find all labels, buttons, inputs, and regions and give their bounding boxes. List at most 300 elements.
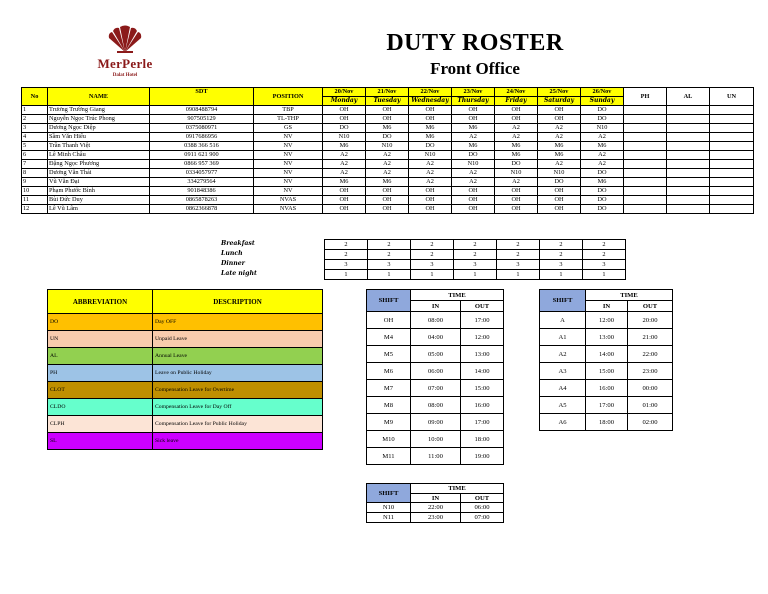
meal-count: 3	[583, 260, 626, 270]
abbr-code: CLPH	[48, 416, 153, 433]
shift-cell: OH	[323, 106, 366, 115]
leave-cell	[624, 205, 667, 214]
shift-cell: M6	[366, 124, 409, 133]
staff-position: NVAS	[254, 205, 323, 214]
row-no: 3	[22, 124, 48, 133]
header-date: 23/Nov	[452, 88, 495, 97]
shift-in: 18:00	[586, 414, 628, 431]
row-no: 6	[22, 151, 48, 160]
row-no: 5	[22, 142, 48, 151]
header-name: NAME	[48, 88, 150, 106]
shift-cell: M6	[323, 142, 366, 151]
meal-count: 1	[497, 270, 540, 280]
shift-in: 16:00	[586, 380, 628, 397]
shift-out: 13:00	[461, 346, 504, 363]
staff-phone: 0862366878	[150, 205, 254, 214]
abbr-description: Annual Leave	[153, 348, 323, 365]
staff-name: Phạm Phước Bình	[48, 187, 150, 196]
leave-cell	[624, 124, 667, 133]
shift-cell: OH	[323, 115, 366, 124]
shift-row	[367, 503, 504, 513]
leave-cell	[667, 151, 710, 160]
row-no: 11	[22, 196, 48, 205]
shift-cell: OH	[409, 205, 452, 214]
abbr-code: UN	[48, 331, 153, 348]
abbr-description: Unpaid Leave	[153, 331, 323, 348]
leave-cell	[710, 151, 754, 160]
row-no: 4	[22, 133, 48, 142]
leave-cell	[624, 151, 667, 160]
shift-in: 22:00	[411, 503, 461, 513]
row-no: 8	[22, 169, 48, 178]
header-day: Wednesday	[409, 97, 452, 106]
row-no: 12	[22, 205, 48, 214]
shift-code: M8	[367, 397, 411, 414]
shift-row	[367, 431, 504, 448]
shift-cell: A2	[581, 160, 624, 169]
page-subtitle: Front Office	[430, 59, 520, 78]
row-no: 7	[22, 160, 48, 169]
meal-count: 2	[325, 250, 368, 260]
shift-in: 14:00	[586, 346, 628, 363]
staff-name: Đặng Ngọc Phương	[48, 160, 150, 169]
desc-header: DESCRIPTION	[153, 290, 323, 314]
staff-position: NV	[254, 142, 323, 151]
shift-row	[367, 513, 504, 523]
meal-count: 2	[325, 240, 368, 250]
abbr-description: Leave on Public Holiday	[153, 365, 323, 382]
meal-label-breakfast: Breakfast	[221, 240, 255, 247]
meal-labels	[221, 239, 257, 279]
leave-cell	[710, 169, 754, 178]
shift-cell: OH	[323, 196, 366, 205]
shift-out: 07:00	[461, 513, 504, 523]
shift-table-afternoon	[539, 289, 673, 431]
shift-cell: A2	[452, 169, 495, 178]
header-ph: PH	[624, 88, 667, 106]
shift-out: 18:00	[461, 431, 504, 448]
shift-row	[367, 329, 504, 346]
leave-cell	[710, 205, 754, 214]
time-header: TIME	[411, 290, 504, 301]
shift-cell: DO	[409, 142, 452, 151]
shift-cell: N10	[538, 169, 581, 178]
abbr-code: PH	[48, 365, 153, 382]
roster-row	[22, 205, 754, 214]
row-no: 9	[22, 178, 48, 187]
leave-cell	[710, 160, 754, 169]
header-al: AL	[667, 88, 710, 106]
shift-cell: DO	[538, 178, 581, 187]
shift-cell: N10	[495, 169, 538, 178]
shift-row	[367, 414, 504, 431]
shift-cell: M6	[366, 178, 409, 187]
shift-cell: M6	[581, 178, 624, 187]
shift-cell: DO	[581, 169, 624, 178]
shift-code: A3	[540, 363, 586, 380]
shift-cell: OH	[495, 205, 538, 214]
abbreviation-row	[48, 314, 323, 331]
header-date: 22/Nov	[409, 88, 452, 97]
shift-cell: M6	[538, 142, 581, 151]
staff-name: Bùi Đức Duy	[48, 196, 150, 205]
staff-phone: 907505129	[150, 115, 254, 124]
meal-count: 2	[497, 250, 540, 260]
staff-phone: 0908488794	[150, 106, 254, 115]
leave-cell	[624, 115, 667, 124]
shift-in: 23:00	[411, 513, 461, 523]
leave-cell	[710, 115, 754, 124]
shift-cell: DO	[581, 115, 624, 124]
shift-header: SHIFT	[540, 290, 586, 312]
shift-code: M10	[367, 431, 411, 448]
shift-row	[367, 312, 504, 329]
meal-count: 2	[368, 250, 411, 260]
shift-row	[367, 448, 504, 465]
meal-row	[325, 240, 626, 250]
shift-cell: OH	[409, 106, 452, 115]
shift-cell: OH	[452, 106, 495, 115]
shift-row	[540, 397, 673, 414]
header-day: Tuesday	[366, 97, 409, 106]
shift-code: M6	[367, 363, 411, 380]
leave-cell	[710, 196, 754, 205]
shift-cell: M6	[452, 124, 495, 133]
leave-cell	[710, 133, 754, 142]
shift-out: 15:00	[461, 380, 504, 397]
meal-count: 1	[368, 270, 411, 280]
shift-cell: OH	[409, 115, 452, 124]
shift-row	[367, 346, 504, 363]
shift-code: A6	[540, 414, 586, 431]
abbr-description: Day OFF	[153, 314, 323, 331]
meal-count: 3	[411, 260, 454, 270]
meal-count: 2	[583, 240, 626, 250]
shift-in: 09:00	[411, 414, 461, 431]
leave-cell	[624, 106, 667, 115]
leave-cell	[710, 106, 754, 115]
abbreviation-table	[47, 289, 323, 450]
meal-row	[325, 270, 626, 280]
shift-table-night	[366, 483, 504, 523]
abbreviation-row	[48, 382, 323, 399]
shift-cell: A2	[452, 133, 495, 142]
header-date: 26/Nov	[581, 88, 624, 97]
page-title: DUTY ROSTER	[386, 30, 564, 56]
leave-cell	[667, 178, 710, 187]
meal-count: 2	[454, 240, 497, 250]
time-header: TIME	[411, 484, 504, 494]
shift-cell: A2	[538, 160, 581, 169]
leave-cell	[667, 205, 710, 214]
staff-position: NV	[254, 178, 323, 187]
abbr-description: Compensation Leave for Public Holiday	[153, 416, 323, 433]
shift-cell: A2	[495, 178, 538, 187]
staff-phone: 901848386	[150, 187, 254, 196]
meal-count: 2	[454, 250, 497, 260]
shift-header: SHIFT	[367, 484, 411, 503]
shift-code: A4	[540, 380, 586, 397]
shift-row	[367, 363, 504, 380]
leave-cell	[624, 178, 667, 187]
shift-cell: A2	[323, 151, 366, 160]
in-header: IN	[586, 301, 628, 312]
shift-cell: DO	[581, 187, 624, 196]
shift-in: 08:00	[411, 397, 461, 414]
staff-name: Vũ Văn Đại	[48, 178, 150, 187]
abbreviation-row	[48, 331, 323, 348]
shift-cell: DO	[452, 151, 495, 160]
staff-phone: 334279564	[150, 178, 254, 187]
leave-cell	[667, 106, 710, 115]
shift-out: 23:00	[628, 363, 673, 380]
shift-code: OH	[367, 312, 411, 329]
shift-in: 05:00	[411, 346, 461, 363]
abbr-code: DO	[48, 314, 153, 331]
staff-name: Nguyễn Ngọc Trúc Phong	[48, 115, 150, 124]
header-day: Friday	[495, 97, 538, 106]
shift-out: 00:00	[628, 380, 673, 397]
meal-row	[325, 260, 626, 270]
meal-count: 3	[497, 260, 540, 270]
shift-code: A	[540, 312, 586, 329]
shift-cell: OH	[538, 106, 581, 115]
logo-sub-text: Dalat Hotel	[112, 73, 138, 78]
leave-cell	[667, 133, 710, 142]
shift-cell: OH	[452, 115, 495, 124]
shift-in: 12:00	[586, 312, 628, 329]
hotel-logo	[88, 24, 162, 78]
shift-cell: OH	[538, 187, 581, 196]
roster-body	[22, 106, 754, 214]
shift-cell: DO	[581, 106, 624, 115]
shift-cell: M6	[495, 142, 538, 151]
abbr-code: AL	[48, 348, 153, 365]
shift-cell: A2	[366, 169, 409, 178]
shift-cell: M6	[538, 151, 581, 160]
row-no: 10	[22, 187, 48, 196]
roster-row	[22, 196, 754, 205]
shift-in: 11:00	[411, 448, 461, 465]
meal-count: 3	[540, 260, 583, 270]
abbr-code: CLOT	[48, 382, 153, 399]
shift-cell: DO	[495, 160, 538, 169]
meal-count: 2	[540, 240, 583, 250]
staff-phone: 0865878263	[150, 196, 254, 205]
out-header: OUT	[461, 301, 504, 312]
shift-out: 22:00	[628, 346, 673, 363]
meal-count: 1	[454, 270, 497, 280]
leave-cell	[624, 187, 667, 196]
shift-out: 21:00	[628, 329, 673, 346]
meal-count: 1	[411, 270, 454, 280]
shift-cell: OH	[366, 196, 409, 205]
meal-count: 1	[325, 270, 368, 280]
staff-name: Dương Ngọc Diệp	[48, 124, 150, 133]
meal-count: 2	[497, 240, 540, 250]
roster-row	[22, 124, 754, 133]
meal-count: 2	[411, 240, 454, 250]
leave-cell	[667, 115, 710, 124]
shift-cell: A2	[323, 169, 366, 178]
shift-cell: A2	[323, 160, 366, 169]
shift-in: 08:00	[411, 312, 461, 329]
staff-phone: 0866 957 369	[150, 160, 254, 169]
shift-out: 16:00	[461, 397, 504, 414]
shift-cell: DO	[581, 196, 624, 205]
shift-code: M5	[367, 346, 411, 363]
abbr-code: SL	[48, 433, 153, 450]
staff-phone: 0388 366 516	[150, 142, 254, 151]
staff-position: NV	[254, 133, 323, 142]
out-header: OUT	[628, 301, 673, 312]
meal-count: 2	[411, 250, 454, 260]
roster-row	[22, 142, 754, 151]
shift-row	[540, 346, 673, 363]
shift-in: 13:00	[586, 329, 628, 346]
time-header: TIME	[586, 290, 673, 301]
shift-cell: N10	[452, 160, 495, 169]
leave-cell	[667, 142, 710, 151]
meal-row	[325, 250, 626, 260]
meal-count-table	[324, 239, 626, 280]
staff-phone: 0911 621 900	[150, 151, 254, 160]
shift-cell: A2	[581, 151, 624, 160]
shift-cell: A2	[538, 124, 581, 133]
roster-row	[22, 160, 754, 169]
header-day: Sunday	[581, 97, 624, 106]
shift-cell: OH	[366, 187, 409, 196]
leave-cell	[624, 160, 667, 169]
shift-cell: OH	[323, 205, 366, 214]
shift-out: 17:00	[461, 414, 504, 431]
leave-cell	[624, 133, 667, 142]
leave-cell	[710, 187, 754, 196]
shift-cell: OH	[495, 196, 538, 205]
staff-position: NV	[254, 160, 323, 169]
leave-cell	[667, 187, 710, 196]
roster-row	[22, 151, 754, 160]
header-sdt: SDT	[150, 88, 254, 106]
shift-cell: N10	[323, 133, 366, 142]
shell-logo-icon	[103, 24, 147, 54]
staff-name: Trương Trường Giang	[48, 106, 150, 115]
header-un: UN	[710, 88, 754, 106]
shift-cell: DO	[581, 205, 624, 214]
leave-cell	[667, 169, 710, 178]
shift-cell: N10	[409, 151, 452, 160]
shift-row	[540, 312, 673, 329]
leave-cell	[667, 196, 710, 205]
staff-phone: 0334057977	[150, 169, 254, 178]
header-no: No	[22, 88, 48, 106]
leave-cell	[624, 142, 667, 151]
shift-cell: A2	[581, 133, 624, 142]
leave-cell	[667, 124, 710, 133]
shift-cell: M6	[495, 151, 538, 160]
meal-label-lunch: Lunch	[221, 250, 243, 257]
shift-table-morning	[366, 289, 504, 465]
staff-phone: 0917686956	[150, 133, 254, 142]
shift-cell: DO	[366, 133, 409, 142]
staff-position: TL-THP	[254, 115, 323, 124]
shift-cell: A2	[495, 133, 538, 142]
leave-cell	[667, 160, 710, 169]
roster-row	[22, 187, 754, 196]
staff-name: Dương Văn Thái	[48, 169, 150, 178]
shift-cell: OH	[452, 205, 495, 214]
shift-in: 17:00	[586, 397, 628, 414]
staff-position: NVAS	[254, 196, 323, 205]
shift-row	[540, 329, 673, 346]
shift-code: M4	[367, 329, 411, 346]
shift-cell: OH	[495, 106, 538, 115]
meal-count: 2	[368, 240, 411, 250]
leave-cell	[710, 178, 754, 187]
shift-cell: OH	[538, 196, 581, 205]
meal-label-dinner: Dinner	[221, 260, 245, 267]
in-header: IN	[411, 301, 461, 312]
staff-position: NV	[254, 187, 323, 196]
shift-cell: A2	[366, 151, 409, 160]
shift-cell: A2	[452, 178, 495, 187]
shift-cell: OH	[538, 205, 581, 214]
staff-position: TBP	[254, 106, 323, 115]
abbreviation-row	[48, 365, 323, 382]
leave-cell	[624, 196, 667, 205]
meal-count: 1	[540, 270, 583, 280]
row-no: 2	[22, 115, 48, 124]
shift-out: 14:00	[461, 363, 504, 380]
shift-cell: OH	[409, 196, 452, 205]
shift-cell: OH	[452, 187, 495, 196]
shift-out: 20:00	[628, 312, 673, 329]
shift-cell: OH	[366, 106, 409, 115]
staff-position: NV	[254, 151, 323, 160]
staff-name: Trần Thanh Việt	[48, 142, 150, 151]
shift-code: A1	[540, 329, 586, 346]
row-no: 1	[22, 106, 48, 115]
meal-count: 1	[583, 270, 626, 280]
shift-cell: M6	[452, 142, 495, 151]
header-day: Monday	[323, 97, 366, 106]
shift-out: 12:00	[461, 329, 504, 346]
roster-row	[22, 133, 754, 142]
abbreviation-row	[48, 348, 323, 365]
shift-cell: M6	[409, 124, 452, 133]
shift-row	[540, 380, 673, 397]
duty-roster-table	[21, 87, 754, 214]
staff-position: GS	[254, 124, 323, 133]
shift-cell: OH	[495, 187, 538, 196]
shift-cell: A2	[409, 178, 452, 187]
meal-count: 3	[325, 260, 368, 270]
shift-in: 04:00	[411, 329, 461, 346]
meal-count: 3	[368, 260, 411, 270]
header-position: POSITION	[254, 88, 323, 106]
shift-out: 01:00	[628, 397, 673, 414]
leave-cell	[710, 142, 754, 151]
shift-cell: A2	[366, 160, 409, 169]
header-date: 21/Nov	[366, 88, 409, 97]
staff-phone: 0375080971	[150, 124, 254, 133]
shift-cell: OH	[409, 187, 452, 196]
shift-code: M7	[367, 380, 411, 397]
shift-out: 17:00	[461, 312, 504, 329]
meal-label-late-night: Late night	[221, 270, 257, 277]
shift-row	[367, 397, 504, 414]
roster-row	[22, 169, 754, 178]
